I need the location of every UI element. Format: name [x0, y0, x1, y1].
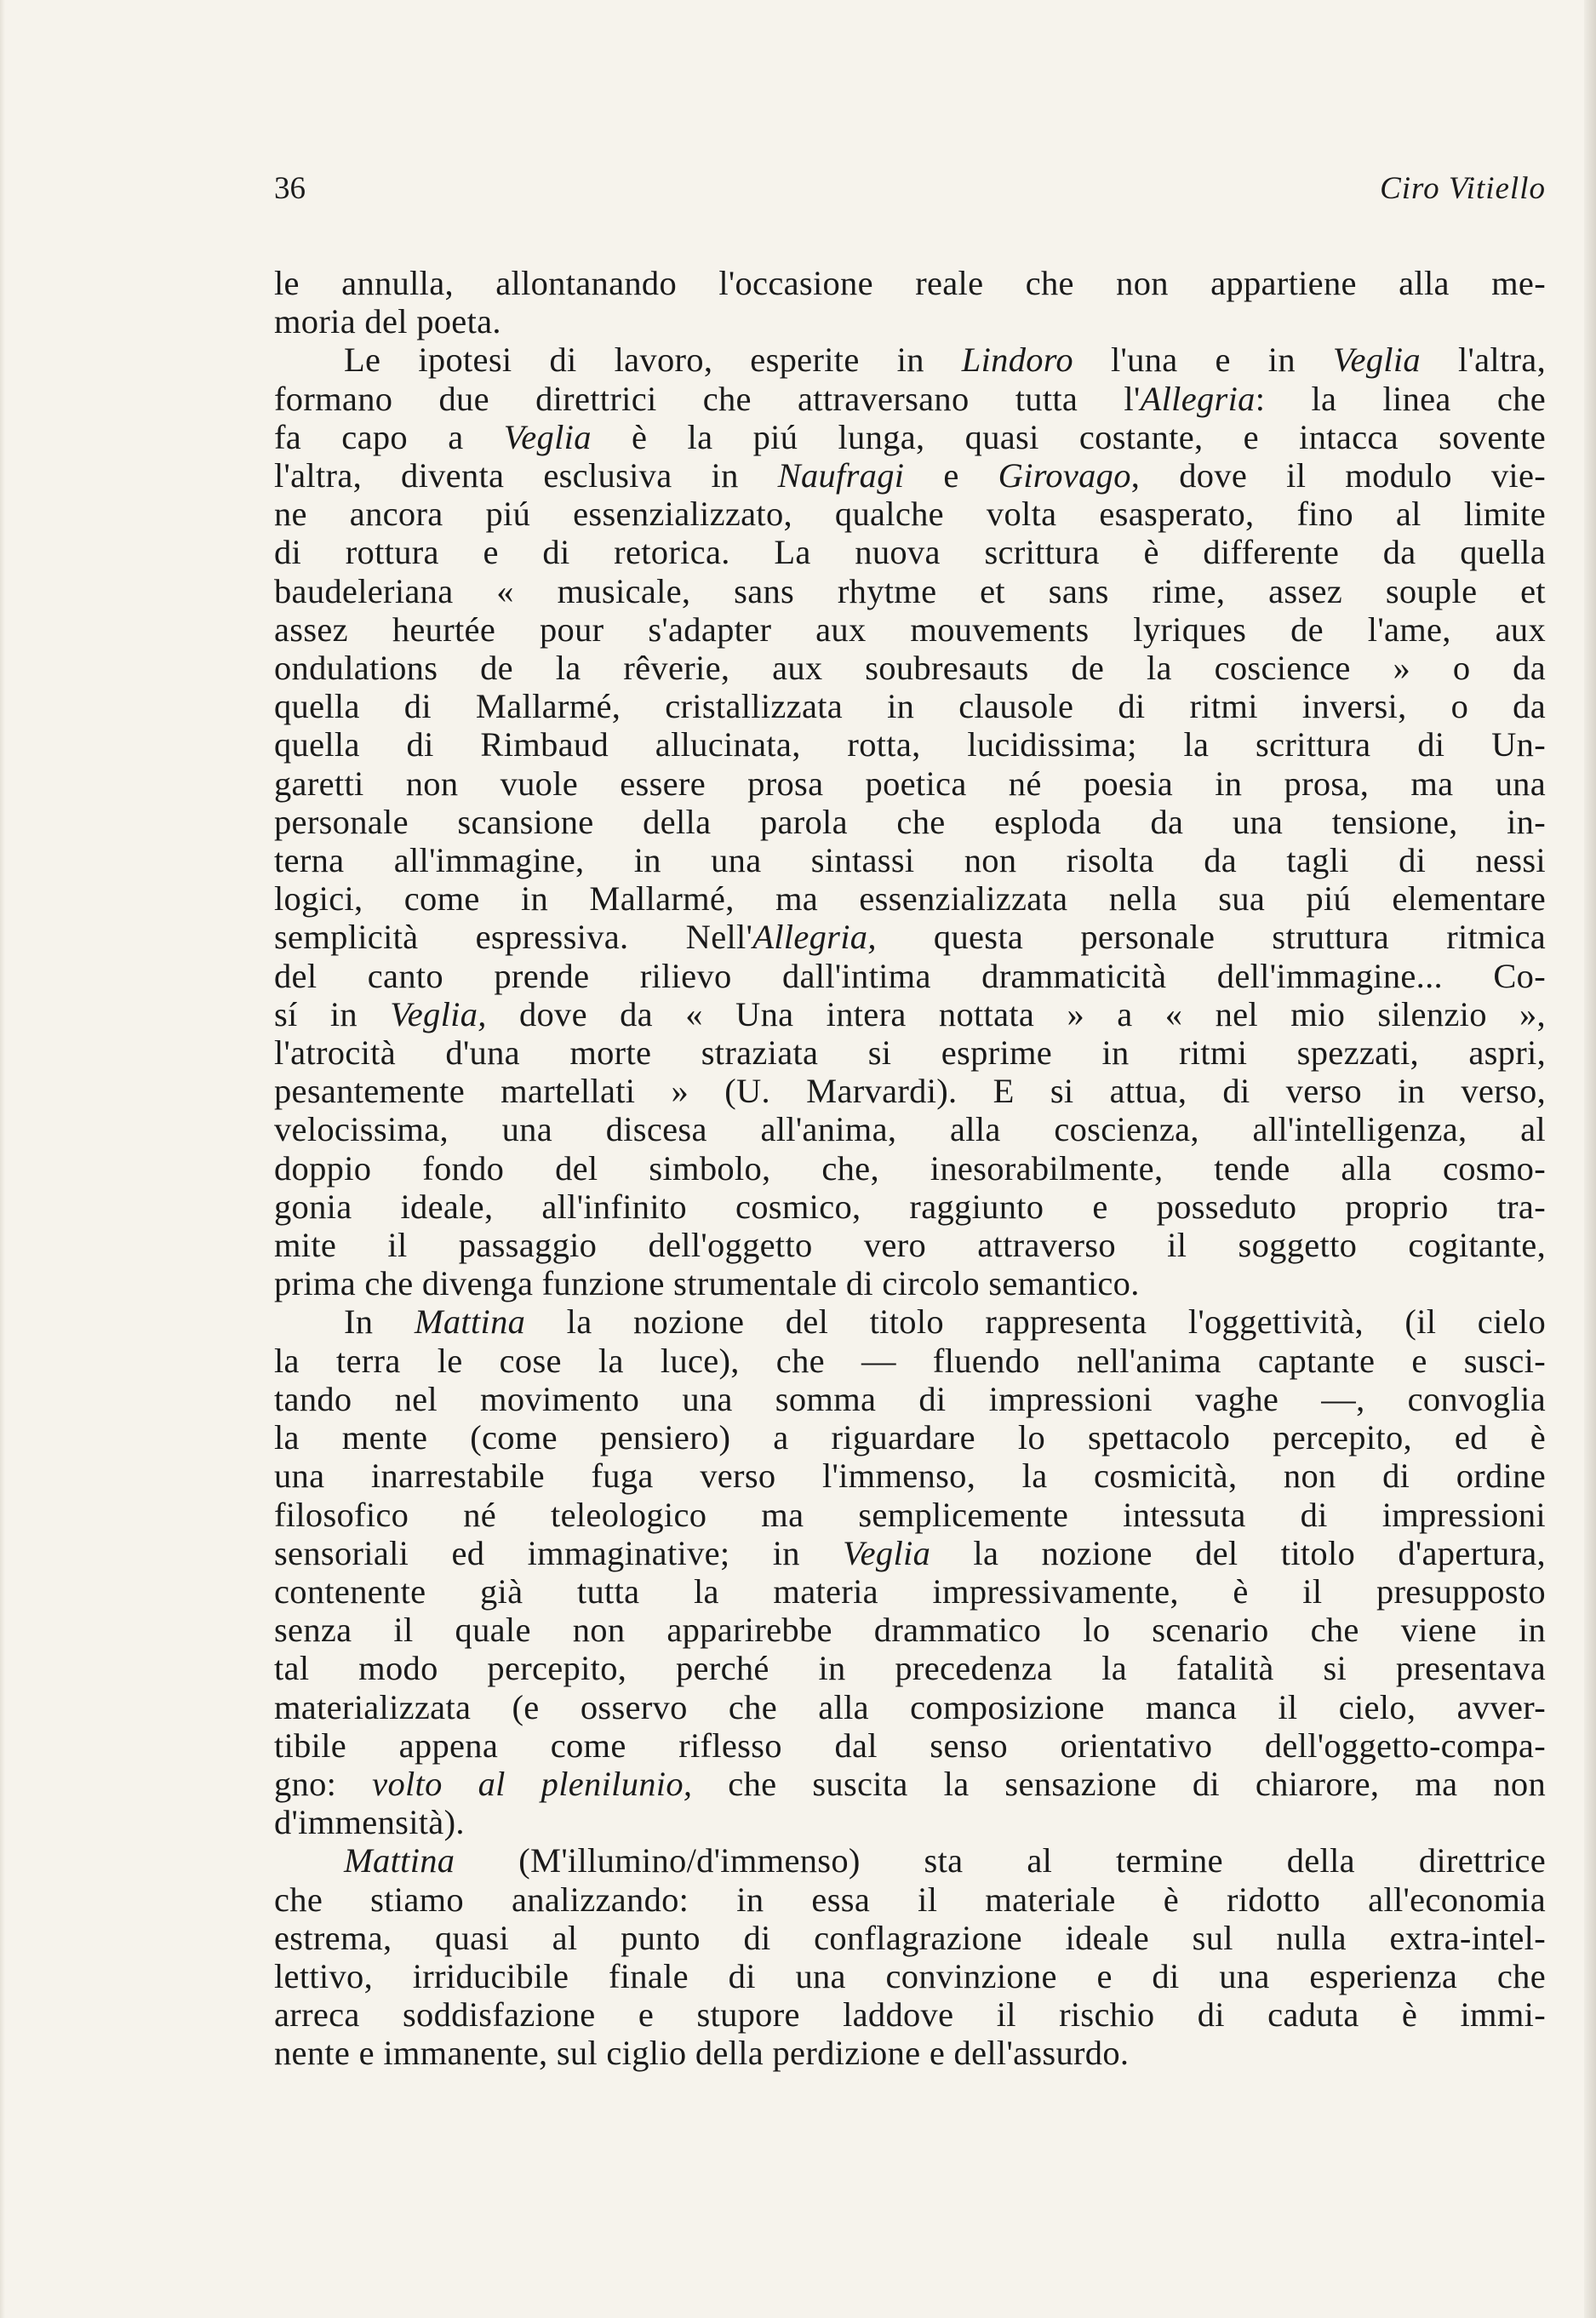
paragraph	[274, 341, 1546, 1302]
text-run: Le ipotesi di lavoro, esperite in	[344, 341, 962, 380]
text-line	[274, 1496, 1546, 1534]
text-run: , dove il modulo vie-	[1130, 456, 1547, 495]
text-run: che stiamo analizzando: in essa il materiale è ridotto all'economia	[274, 1880, 1546, 1919]
text-line	[274, 1995, 1546, 2034]
text-run: l'atrocità d'una morte straziata si esprime in ritmi spezzati, aspri,	[274, 1033, 1546, 1073]
text-line	[274, 341, 1546, 379]
text-run: (M'illumino/d'immenso) sta al termine della direttrice	[455, 1841, 1546, 1880]
text-run: la mente (come pensiero) a riguardare lo spettacolo percepito, ed è	[274, 1418, 1546, 1457]
text-run: materializzata (e osservo che alla composizione manca il cielo, avver-	[274, 1687, 1546, 1726]
text-run: logici, come in Mallarmé, ma essenzializzata nella sua piú elementare	[274, 879, 1546, 919]
text-run: è la piú lunga, quasi costante, e intacca sovente	[591, 417, 1546, 456]
text-line	[274, 302, 1546, 341]
italic-title: Girovago	[998, 456, 1131, 495]
text-line	[274, 1726, 1546, 1765]
text-line	[274, 572, 1546, 610]
text-line	[274, 1457, 1546, 1495]
text-run: l'altra,	[1420, 341, 1546, 380]
text-line	[274, 687, 1546, 725]
text-run: tal modo percepito, perché in precedenza la fatalità si presentava	[274, 1649, 1546, 1688]
page-number: 36	[274, 171, 306, 206]
text-run: nente e immanente, sul ciglio della perdizione e dell'assurdo.	[274, 2034, 1130, 2073]
text-run: arreca soddisfazione e stupore laddove il rischio di caduta è immi-	[274, 1995, 1546, 2035]
text-run: fa capo a	[274, 417, 504, 456]
text-run: terna all'immagine, in una sintassi non risolta da tagli di nessi	[274, 841, 1546, 880]
body-text	[274, 264, 1546, 2073]
italic-title: Allegria	[1140, 379, 1256, 418]
text-line	[274, 1072, 1546, 1110]
text-line	[274, 1765, 1546, 1803]
text-line	[274, 1572, 1546, 1611]
text-run: gno:	[274, 1764, 373, 1803]
paragraph	[274, 264, 1546, 341]
text-line	[274, 1688, 1546, 1726]
text-line	[274, 957, 1546, 995]
text-line	[274, 1149, 1546, 1188]
text-run: la terra le cose la luce), che — fluendo nell'anima captante e susci-	[274, 1341, 1546, 1380]
text-line	[274, 1418, 1546, 1457]
text-run: gonia ideale, all'infinito cosmico, raggiunto e posseduto proprio tra-	[274, 1187, 1546, 1226]
text-line	[274, 1302, 1546, 1341]
text-run: contenente già tutta la materia impressivamente, è il presupposto	[274, 1571, 1546, 1611]
italic-title: Veglia	[843, 1533, 931, 1572]
text-line	[274, 1919, 1546, 1957]
text-line	[274, 2034, 1546, 2072]
text-run: la nozione del titolo rappresenta l'oggettività, (il cielo	[525, 1302, 1547, 1342]
paragraph	[274, 1302, 1546, 1841]
text-run: del canto prende rilievo dall'intima drammaticità dell'immagine... Co-	[274, 956, 1546, 995]
text-run: prima che divenga funzione strumentale di circolo semantico.	[274, 1264, 1140, 1303]
italic-title: volto al plenilunio,	[372, 1764, 693, 1803]
text-line	[274, 803, 1546, 841]
running-head-author: Ciro Vitiello	[1380, 171, 1546, 206]
text-line	[274, 610, 1546, 649]
text-line	[274, 264, 1546, 302]
text-line	[274, 1611, 1546, 1649]
text-run: l'una e in	[1073, 341, 1333, 380]
text-run: garetti non vuole essere prosa poetica né poesia in prosa, ma una	[274, 764, 1546, 803]
text-run: : la linea che	[1255, 379, 1546, 418]
text-run: questa personale struttura ritmica	[876, 918, 1547, 957]
text-run: velocissima, una discesa all'anima, alla coscienza, all'intelligenza, al	[274, 1110, 1546, 1149]
text-line	[274, 1226, 1546, 1264]
text-line	[274, 1188, 1546, 1226]
text-run: sí in	[274, 994, 391, 1033]
text-line	[274, 1957, 1546, 1995]
text-line	[274, 418, 1546, 456]
text-line	[274, 1880, 1546, 1919]
text-run: che suscita la sensazione di chiarore, ma non	[692, 1764, 1546, 1803]
text-line	[274, 1110, 1546, 1148]
text-run: di rottura e di retorica. La nuova scrittura è differente da quella	[274, 533, 1546, 572]
text-line	[274, 841, 1546, 879]
text-line	[274, 533, 1546, 571]
text-run: sensoriali ed immaginative; in	[274, 1533, 844, 1572]
text-run: estrema, quasi al punto di conflagrazione ideale sul nulla extra-intel-	[274, 1918, 1546, 1957]
text-run: baudeleriana « musicale, sans rhytme et sans rime, assez souple et	[274, 571, 1546, 610]
text-run: tando nel movimento una somma di impressioni vaghe —, convoglia	[274, 1379, 1546, 1418]
text-line	[274, 380, 1546, 418]
text-run: assez heurtée pour s'adapter aux mouvements lyriques de l'ame, aux	[274, 610, 1546, 649]
text-run: filosofico né teleologico ma semplicemente intessuta di impressioni	[274, 1495, 1546, 1534]
italic-title: Veglia	[1332, 341, 1421, 380]
text-run: doppio fondo del simbolo, che, inesorabilmente, tende alla cosmo-	[274, 1148, 1546, 1188]
text-line	[274, 1342, 1546, 1380]
text-run: d'immensità).	[274, 1803, 465, 1842]
running-head	[274, 170, 1546, 213]
text-line	[274, 725, 1546, 764]
text-run: ne ancora piú essenzializzato, qualche volta esasperato, fino al limite	[274, 495, 1546, 534]
italic-title: Naufragi	[777, 456, 905, 495]
text-run: senza il quale non apparirebbe drammatico lo scenario che viene in	[274, 1611, 1546, 1650]
text-run: quella di Mallarmé, cristallizzata in clausole di ritmi inversi, o da	[274, 687, 1546, 726]
text-line	[274, 918, 1546, 956]
text-run: In	[344, 1302, 415, 1342]
italic-title: Allegria,	[752, 918, 877, 957]
text-line	[274, 1803, 1546, 1841]
text-run: pesantemente martellati » (U. Marvardi). E si attua, di verso in verso,	[274, 1072, 1546, 1111]
italic-title: Lindoro	[961, 341, 1073, 380]
page-right-edge	[1584, 0, 1596, 2318]
text-run: lettivo, irriducibile finale di una convinzione e di una esperienza che	[274, 1956, 1546, 1995]
page-left-edge	[0, 0, 5, 2318]
text-run: personale scansione della parola che esploda da una tensione, in-	[274, 802, 1546, 841]
text-line	[274, 495, 1546, 533]
text-run: moria del poeta.	[274, 302, 501, 341]
text-run: quella di Rimbaud allucinata, rotta, lucidissima; la scrittura di Un-	[274, 725, 1546, 764]
text-run: dove da « Una intera nottata » a « nel mio silenzio »,	[486, 994, 1546, 1033]
paragraph	[274, 1841, 1546, 2072]
text-run: ondulations de la rêverie, aux soubresauts de la coscience » o da	[274, 649, 1546, 688]
italic-title: Veglia	[503, 417, 592, 456]
text-line	[274, 764, 1546, 803]
text-run: mite il passaggio dell'oggetto vero attraverso il soggetto cogitante,	[274, 1226, 1546, 1265]
text-line	[274, 649, 1546, 687]
text-run: la nozione del titolo d'apertura,	[930, 1533, 1546, 1572]
text-run: formano due direttrici che attraversano tutta l'	[274, 379, 1141, 418]
text-line	[274, 995, 1546, 1033]
text-line	[274, 456, 1546, 495]
text-line	[274, 1534, 1546, 1572]
italic-title: Mattina	[344, 1841, 455, 1880]
text-line	[274, 1033, 1546, 1072]
text-run: e	[904, 456, 998, 495]
text-line	[274, 1264, 1546, 1302]
text-line	[274, 879, 1546, 918]
text-line	[274, 1649, 1546, 1687]
italic-title: Veglia,	[390, 994, 487, 1033]
italic-title: Mattina	[414, 1302, 526, 1342]
text-run: le annulla, allontanando l'occasione reale che non appartiene alla me-	[274, 264, 1546, 302]
text-line	[274, 1380, 1546, 1418]
text-run: semplicità espressiva. Nell'	[274, 918, 753, 957]
text-run: l'altra, diventa esclusiva in	[274, 456, 778, 495]
text-line	[274, 1841, 1546, 1880]
text-run: tibile appena come riflesso dal senso orientativo dell'oggetto-compa-	[274, 1726, 1546, 1765]
text-run: una inarrestabile fuga verso l'immenso, la cosmicità, non di ordine	[274, 1457, 1546, 1496]
